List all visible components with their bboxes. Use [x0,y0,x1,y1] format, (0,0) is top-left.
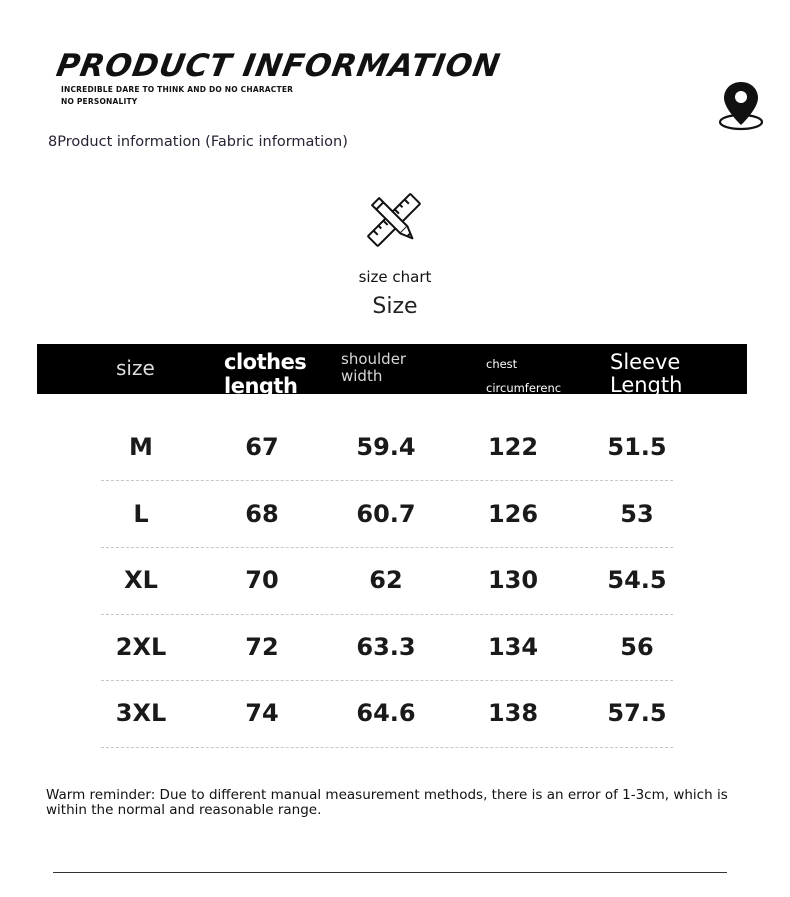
header-chest-line-1: chest [486,357,518,371]
cell-chest: 130 [487,566,539,594]
cell-size: M [129,433,153,461]
header-chest-circumference [486,352,561,400]
cell-sleeve-length: 53 [620,500,654,528]
cell-sleeve-length: 57.5 [607,699,667,727]
cell-sleeve-length: 56 [620,633,654,661]
cell-size: 2XL [115,633,167,661]
section-label: 8Product information (Fabric information) [48,134,348,150]
header-sleeve-length-line-2: Length [610,373,683,397]
header-clothes-length-line-1: clothes [224,350,307,374]
header-clothes-length-line-2: length [224,374,298,398]
brand-subtitle [61,84,293,108]
table-row [0,547,790,613]
header-sleeve-length-line-1: Sleeve [610,350,681,374]
brand-subtitle-line-1: INCREDIBLE DARE TO THINK AND DO NO CHARACTER [61,85,294,94]
cell-size: XL [124,566,158,594]
table-row [0,481,790,547]
cell-shoulder-width: 59.4 [356,433,416,461]
warm-reminder: Warm reminder: Due to different manual measurement methods, there is an error of 1-3cm, which is within the normal and reasonable range. [46,787,728,818]
header-sleeve-length [610,351,682,397]
table-header [37,344,747,398]
cell-clothes-length: 70 [245,566,279,594]
brand-subtitle-line-2: NO PERSONALITY [61,97,138,106]
cell-shoulder-width: 62 [369,566,403,594]
header-clothes-length [224,350,306,398]
cell-chest: 122 [487,433,539,461]
brand-title: PRODUCT INFORMATION [53,48,504,84]
cell-clothes-length: 68 [245,500,279,528]
cell-clothes-length: 67 [245,433,279,461]
bottom-divider [53,872,727,873]
cell-shoulder-width: 63.3 [356,633,416,661]
cell-clothes-length: 72 [245,633,279,661]
cell-size: 3XL [115,699,167,727]
header-shoulder-width-line-2: width [341,367,383,385]
size-chart-label: size chart [358,268,432,286]
header-size: size [116,356,155,380]
cell-sleeve-length: 51.5 [607,433,667,461]
table-row [0,414,790,480]
cell-shoulder-width: 64.6 [356,699,416,727]
header-shoulder-width-line-1: shoulder [341,350,407,368]
cell-shoulder-width: 60.7 [356,500,416,528]
ruler-pencil-icon [364,190,424,250]
cell-chest: 138 [487,699,539,727]
size-title: Size [372,294,418,319]
header-chest-line-2: circumferenc [486,381,562,395]
table-row [0,680,790,746]
cell-chest: 134 [487,633,539,661]
row-divider [101,747,673,748]
cell-size: L [133,500,149,528]
cell-chest: 126 [487,500,539,528]
cell-sleeve-length: 54.5 [607,566,667,594]
map-pin-icon [716,78,766,134]
header-shoulder-width [341,351,406,385]
table-row [0,614,790,680]
cell-clothes-length: 74 [245,699,279,727]
